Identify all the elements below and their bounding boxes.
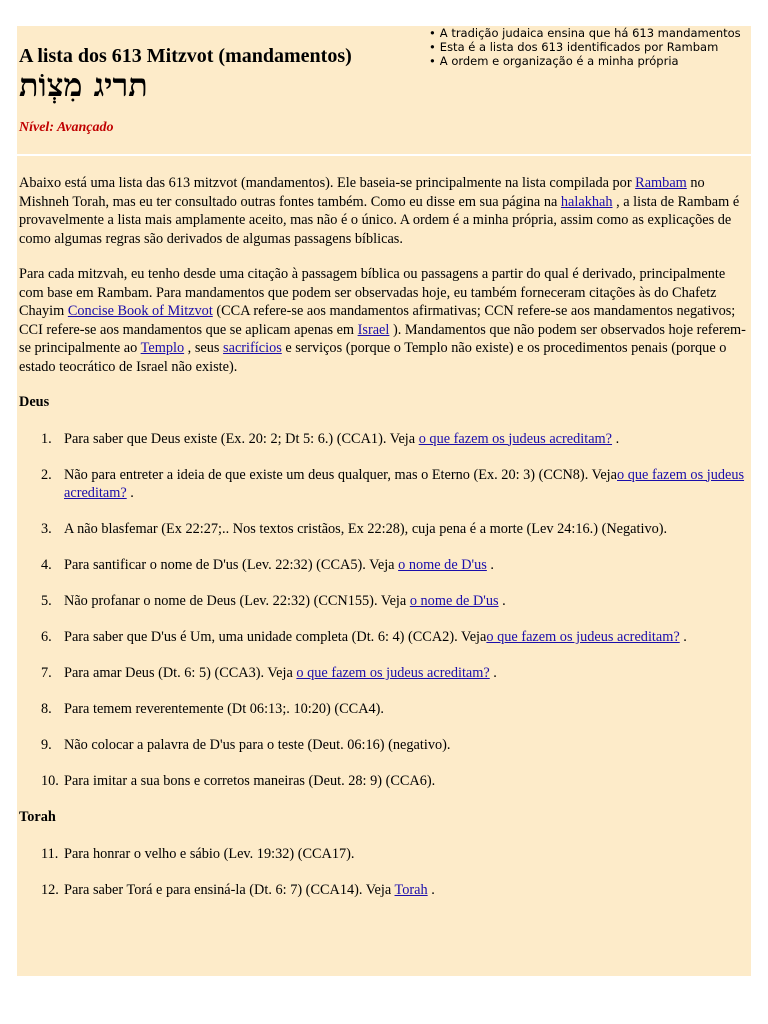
header-notes (429, 26, 747, 68)
item-number: 12. (41, 881, 59, 898)
intro-text: , a lista de Rambam é provavelmente a lista mais amplamente aceito, mas não é o único. A ordem é a minha própria, assim como as explicações de como algumas regras são derivados de algumas passagens bíblicas. (19, 193, 740, 247)
item-number: 7. (41, 665, 52, 681)
item-number: 9. (41, 737, 52, 753)
link-halakhah[interactable]: halakhah (560, 193, 613, 210)
item-text: A não blasfemar (Ex 22:27;.. Nos textos cristãos, Ex 22:28), cuja pena é a morte (Lev 24:16.) (Negativo). (64, 521, 668, 537)
link-rambam[interactable]: Rambam (635, 175, 687, 191)
bullet-icon: • (429, 54, 436, 68)
header-separator (17, 154, 751, 156)
note-text: A ordem e organização é a minha própria (439, 54, 679, 68)
item-text: Não profanar o nome de Deus (Lev. 22:32) (CCN155). Veja (64, 593, 410, 609)
item-link[interactable]: o que fazem os judeus acreditam? (418, 430, 613, 447)
intro-text: no Mishneh Torah, mas eu ter consultado outras fontes também. Como eu disse em sua página na (19, 175, 705, 210)
item-link[interactable]: Torah (394, 881, 428, 898)
item-text-after: . (612, 430, 620, 447)
item-text: Não colocar a palavra de D'us para o teste (Deut. 06:16) (negativo). (64, 737, 451, 753)
item-link[interactable]: o que fazem os judeus acreditam? (64, 466, 745, 501)
document-page (17, 26, 751, 976)
note-item (429, 26, 747, 40)
item-text-after: . (498, 593, 506, 609)
bullet-icon: • (429, 40, 436, 54)
item-number: 11. (41, 845, 59, 862)
note-item (429, 40, 747, 54)
level-label: Nível: Avançado (19, 120, 114, 135)
section-heading: Torah (19, 809, 56, 825)
item-number: 4. (41, 557, 52, 573)
mitzvot-sections (19, 393, 747, 899)
list-item (19, 592, 747, 611)
page-title: A lista dos 613 Mitzvot (mandamentos) (19, 45, 352, 67)
section-heading: Deus (19, 394, 50, 410)
list-item (19, 700, 747, 719)
item-link[interactable]: o que fazem os judeus acreditam? (486, 629, 680, 645)
item-text-after: . (486, 557, 495, 573)
hebrew-title: תריג מִצְוֹת (19, 66, 148, 104)
item-text: Para saber que D'us é Um, uma unidade completa (Dt. 6: 4) (CCA2). Veja (64, 629, 487, 645)
item-number: 3. (41, 521, 52, 537)
link-templo[interactable]: Templo (140, 340, 185, 356)
link-concise-book[interactable]: Concise Book of Mitzvot (67, 303, 213, 319)
link-sacrificios[interactable]: sacrifícios (223, 340, 282, 356)
mitzvot-list (19, 430, 747, 791)
item-link[interactable]: o nome de D'us (398, 557, 487, 573)
note-text: A tradição judaica ensina que há 613 mandamentos (439, 26, 741, 40)
item-text-after: . (679, 629, 687, 645)
bullet-icon: • (429, 26, 436, 40)
intro-text: , seus (184, 340, 224, 356)
list-item (19, 772, 747, 791)
list-item (19, 628, 747, 647)
note-item (429, 54, 747, 68)
mitzvot-list (19, 845, 747, 900)
article-body (19, 174, 747, 917)
item-number: 10. (41, 773, 59, 789)
intro-text: Para cada mitzvah, eu tenho desde uma citação à passagem bíblica ou passagens a partir do qual é derivado, principalmente com base em Rambam. Para mandamentos que podem ser observadas hoje, eu também forneceram citações às do Chafetz Chayim (19, 266, 726, 319)
list-item (19, 466, 747, 503)
list-item (19, 556, 747, 575)
header-title-cell (17, 26, 425, 154)
item-text: Para amar Deus (Dt. 6: 5) (CCA3). Veja (64, 665, 297, 681)
intro-text: (CCA refere-se aos mandamentos afirmativas; CCN refere-se aos mandamentos negativos; CCI refere-se aos mandamentos que se aplicam apenas em (19, 303, 736, 338)
item-text: Para santificar o nome de D'us (Lev. 22:32) (CCA5). Veja (64, 557, 399, 573)
item-text: Para honrar o velho e sábio (Lev. 19:32) (CCA17). (64, 845, 355, 862)
list-item (19, 736, 747, 755)
item-text: Para temem reverentemente (Dt 06:13;. 10:20) (CCA4). (64, 701, 384, 717)
link-israel[interactable]: Israel (357, 321, 390, 338)
item-text: Para saber Torá e para ensiná-la (Dt. 6: 7) (CCA14). Veja (64, 881, 395, 898)
list-item (19, 881, 747, 900)
item-number: 1. (41, 430, 52, 447)
item-text: Não para entreter a ideia de que existe um deus qualquer, mas o Eterno (Ex. 20: 3) (CCN8). Veja (64, 466, 617, 483)
list-item (19, 845, 747, 864)
item-link[interactable]: o nome de D'us (409, 593, 499, 609)
item-number: 8. (41, 701, 52, 717)
item-link[interactable]: o que fazem os judeus acreditam? (296, 665, 490, 681)
item-number: 5. (41, 593, 52, 609)
intro-text: ). Mandamentos que não podem ser observados hoje referem-se principalmente ao (19, 321, 746, 356)
item-number: 2. (41, 466, 52, 483)
header-notes-cell (425, 26, 751, 154)
note-text: Esta é a lista dos 613 identificados por Rambam (439, 40, 719, 54)
intro-paragraph-2 (19, 265, 747, 376)
intro-paragraph-1 (19, 174, 747, 248)
list-item (19, 664, 747, 683)
list-item (19, 430, 747, 449)
item-number: 6. (41, 629, 52, 645)
item-text: Para imitar a sua bons e corretos maneiras (Deut. 28: 9) (CCA6). (64, 773, 436, 789)
list-item (19, 520, 747, 539)
item-text-after: . (126, 485, 134, 501)
item-text-after: . (427, 881, 435, 898)
item-text-after: . (489, 665, 497, 681)
item-text: Para saber que Deus existe (Ex. 20: 2; Dt 5: 6.) (CCA1). Veja (64, 430, 419, 447)
intro-text: e serviços (porque o Templo não existe) e os procedimentos penais (porque o estado teocrático de Israel não existe). (19, 340, 727, 375)
intro-text: Abaixo está uma lista das 613 mitzvot (mandamentos). Ele baseia-se principalmente na lista compilada por (19, 175, 636, 191)
